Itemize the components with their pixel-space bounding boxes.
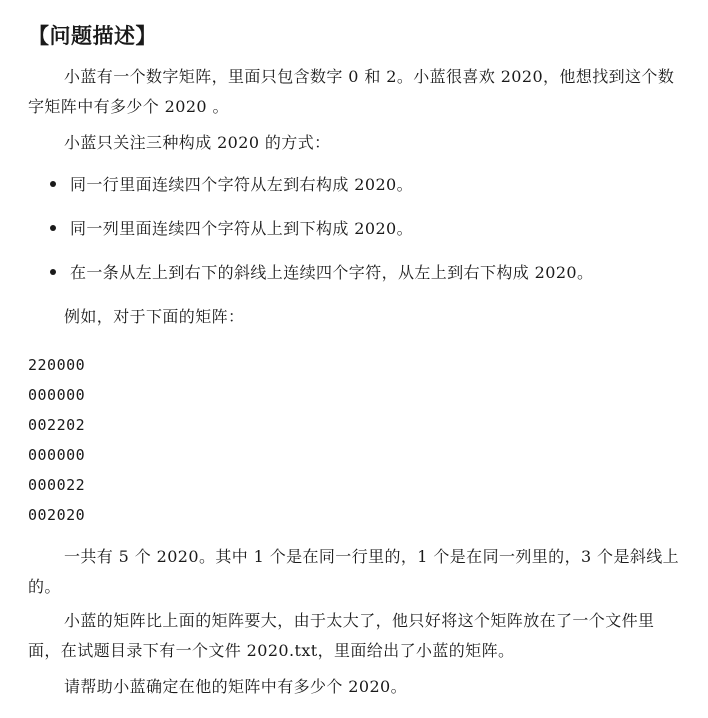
matrix-row: 000000 [28, 386, 86, 404]
bullet-text: 在一条从左上到右下的斜线上连续四个字符，从左上到右下构成 2020。 [70, 263, 594, 282]
section-heading: 【问题描述】 [28, 24, 157, 48]
result-paragraph: 一共有 5 个 2020。其中 1 个是在同一行里的，1 个是在同一列里的，3 个是斜线上的。 [28, 547, 680, 596]
bullet-item-row [50, 170, 413, 200]
bullet-icon [50, 181, 56, 187]
bullet-text: 同一行里面连续四个字符从左到右构成 2020。 [70, 175, 414, 194]
example-matrix [28, 350, 85, 530]
intro-paragraph: 小蓝有一个数字矩阵，里面只包含数字 0 和 2。小蓝很喜欢 2020，他想找到这个数字矩阵中有多少个 2020 。 [28, 67, 675, 116]
bullet-item-column [50, 214, 413, 244]
bullet-icon [50, 225, 56, 231]
bullet-icon [50, 269, 56, 275]
methods-intro-paragraph: 小蓝只关注三种构成 2020 的方式： [64, 133, 331, 152]
bullet-text: 同一列里面连续四个字符从上到下构成 2020。 [70, 219, 414, 238]
file-paragraph: 小蓝的矩阵比上面的矩阵要大，由于太大了，他只好将这个矩阵放在了一个文件里面，在试题目录下有一个文件 2020.txt，里面给出了小蓝的矩阵。 [28, 611, 655, 660]
task-paragraph: 请帮助小蓝确定在他的矩阵中有多少个 2020。 [64, 677, 408, 696]
example-intro: 例如，对于下面的矩阵： [64, 307, 245, 326]
matrix-row: 002020 [28, 506, 86, 524]
matrix-row: 220000 [28, 356, 86, 374]
bullet-item-diagonal [50, 258, 593, 288]
matrix-row: 000022 [28, 476, 86, 494]
matrix-row: 002202 [28, 416, 86, 434]
matrix-row: 000000 [28, 446, 86, 464]
